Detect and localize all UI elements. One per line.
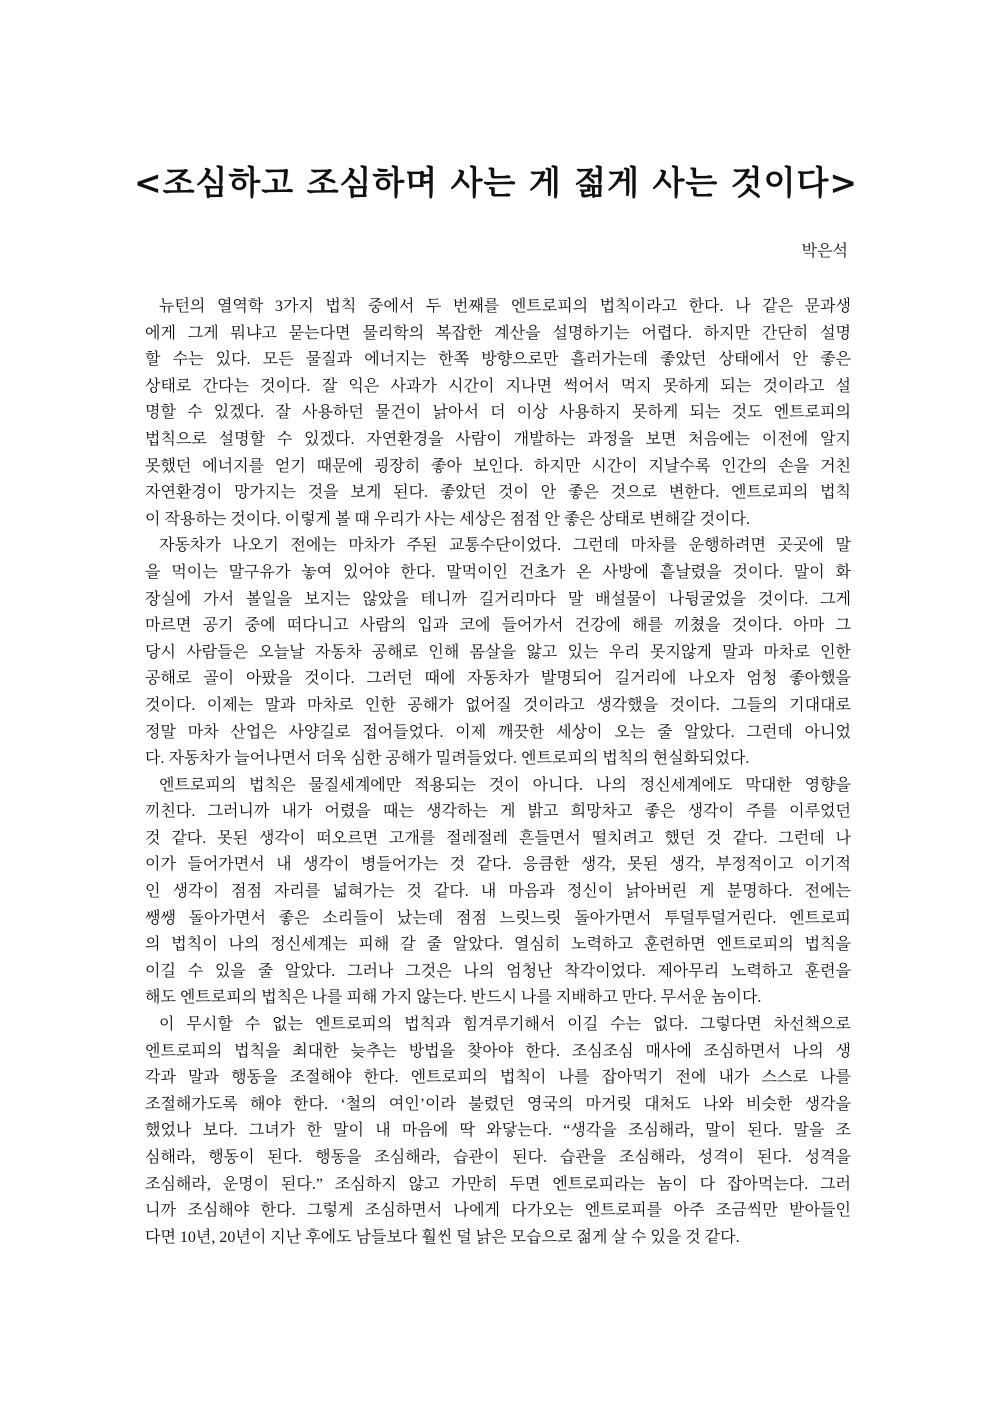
document-title: <조심하고 조심하며 사는 게 젊게 사는 것이다> — [133, 163, 859, 202]
paragraph-line: 정말 마차 산업은 사양길로 접어들었다. 이제 깨끗한 세상이 오는 줄 알았다. 그런데 아니었 — [145, 723, 851, 741]
paragraph-line: 엔트로피의 법칙을 최대한 늦추는 방법을 찾아야 한다. 조심조심 매사에 조심하면서 나의 생 — [145, 1042, 851, 1060]
paragraph-line: 다면 10년, 20년이 지난 후에도 남들보다 훨씬 덜 낡은 모습으로 젊게 살 수 있을 것 같다. — [145, 1228, 740, 1246]
paragraph-line: 각과 말과 행동을 조절해야 한다. 엔트로피의 법칙이 나를 잡아먹기 전에 내가 스스로 나를 — [145, 1069, 851, 1087]
paragraph-line: 자동차가 나오기 전에는 마차가 주된 교통수단이었다. 그런데 마차를 운행하려면 곳곳에 말 — [159, 537, 851, 555]
paragraph — [145, 1012, 851, 1251]
paragraph-line: 조심해라, 운명이 된다.” 조심하지 않고 가만히 두면 엔트로피라는 놈이 다 잡아먹는다. 그러 — [145, 1175, 851, 1193]
paragraph-line: 마르면 공기 중에 떠다니고 사람의 입과 코에 들어가서 건강에 해를 끼쳤을 것이다. 아마 그 — [145, 617, 851, 635]
paragraph — [145, 773, 851, 1012]
paragraph-line: 할 수는 있다. 모든 물질과 에너지는 한쪽 방향으로만 흘러가는데 좋았던 상태에서 안 좋은 — [145, 351, 851, 369]
paragraph-line: 심해라, 행동이 된다. 행동을 조심해라, 습관이 된다. 습관을 조심해라, 성격이 된다. 성격을 — [145, 1149, 851, 1166]
paragraph-line: 을 먹이는 말구유가 놓여 있어야 한다. 말먹이인 건초가 온 사방에 흩날렸을 것이다. 말이 화 — [145, 563, 851, 581]
paragraph-line: 이 작용하는 것이다. 이렇게 볼 때 우리가 사는 세상은 점점 안 좋은 상태로 변해갈 것이다. — [145, 510, 750, 528]
paragraph-line: 못했던 에너지를 얻기 때문에 굉장히 좋아 보인다. 하지만 시간이 지날수록 인간의 손을 거친 — [145, 457, 851, 475]
paragraph-line: 이길 수 있을 줄 알았다. 그러나 그것은 나의 엄청난 착각이었다. 제아무리 노력하고 훈련을 — [145, 962, 851, 980]
author-name: 박은석 — [801, 243, 848, 260]
paragraph-line: 인 생각이 점점 자리를 넓혀가는 것 같다. 내 마음과 정신이 낡아버린 게 분명하다. 전에는 — [145, 883, 851, 901]
paragraph — [145, 533, 851, 772]
paragraph-line: 다. 자동차가 늘어나면서 더욱 심한 공해가 밀려들었다. 엔트로피의 법칙의 현실화되었다. — [145, 750, 750, 768]
paragraph-line: 상태로 간다는 것이다. 잘 익은 사과가 시간이 지나면 썩어서 먹지 못하게 되는 것이라고 설 — [145, 377, 851, 395]
paragraph-line: 자연환경이 망가지는 것을 보게 된다. 좋았던 것이 안 좋은 것으로 변한다. 엔트로피의 법칙 — [145, 484, 851, 502]
paragraph-line: 뉴턴의 열역학 3가지 법칙 중에서 두 번째를 엔트로피의 법칙이라고 한다. 나 같은 문과생 — [159, 298, 851, 315]
paragraph-line: 해도 엔트로피의 법칙은 나를 피해 가지 않는다. 반드시 나를 지배하고 만다. 무서운 놈이다. — [145, 989, 762, 1007]
paragraph-line: 니까 조심해야 한다. 그렇게 조심하면서 나에게 다가오는 엔트로피를 아주 조금씩만 받아들인 — [145, 1202, 851, 1220]
paragraph — [145, 294, 851, 533]
paragraph-line: 의 법칙이 나의 정신세계는 피해 갈 줄 알았다. 열심히 노력하고 훈련하면 엔트로피의 법칙을 — [145, 936, 851, 954]
paragraph-line: 쌩쌩 돌아가면서 좋은 소리들이 났는데 점점 느릿느릿 돌아가면서 투덜투덜거린다. 엔트로피 — [145, 909, 851, 927]
paragraph-line: 이 무시할 수 없는 엔트로피의 법칙과 힘겨루기해서 이길 수는 없다. 그렇다면 차선책으로 — [159, 1016, 851, 1034]
paragraph-line: 장실에 가서 볼일을 보지는 않았을 테니까 길거리마다 말 배설물이 나뒹굴었을 것이다. 그게 — [145, 590, 851, 608]
paragraph-line: 끼친다. 그러니까 내가 어렸을 때는 생각하는 게 밝고 희망차고 좋은 생각이 주를 이루었던 — [145, 803, 851, 821]
paragraph-line: 것 같다. 못된 생각이 떠오르면 고개를 절레절레 흔들면서 떨치려고 했던 것 같다. 그런데 나 — [145, 829, 851, 847]
paragraph-line: 공해로 골이 아팠을 것이다. 그러던 때에 자동차가 발명되어 길거리에 나오자 엄청 좋아했을 — [145, 670, 851, 688]
paragraph-line: 엔트로피의 법칙은 물질세계에만 적용되는 것이 아니다. 나의 정신세계에도 막대한 영향을 — [159, 776, 851, 794]
paragraph-line: 것이다. 이제는 말과 마차로 인한 공해가 없어질 것이라고 생각했을 것이다. 그들의 기대대로 — [145, 696, 851, 714]
paragraph-line: 에게 그게 뭐냐고 묻는다면 물리학의 복잡한 계산을 설명하기는 어렵다. 하지만 간단히 설명 — [145, 324, 851, 342]
paragraph-line: 법칙으로 설명할 수 있겠다. 자연환경을 사람이 개발하는 과정을 보면 처음에는 이전에 알지 — [145, 430, 851, 448]
paragraph-line: 당시 사람들은 오늘날 자동차 공해로 인해 몸살을 앓고 있는 우리 못지않게 말과 마차로 인한 — [145, 643, 851, 661]
document-body — [145, 294, 851, 1251]
paragraph-line: 명할 수 있겠다. 잘 사용하던 물건이 낡아서 더 이상 사용하지 못하게 되는 것도 엔트로피의 — [145, 404, 851, 422]
paragraph-line: 조절해가도록 해야 한다. ‘철의 여인’이라 불렸던 영국의 마거릿 대처도 나와 비슷한 생각을 — [145, 1095, 851, 1113]
paragraph-line: 했었나 보다. 그녀가 한 말이 내 마음에 딱 와닿는다. “생각을 조심해라, 말이 된다. 말을 조 — [145, 1122, 851, 1140]
paragraph-line: 이가 들어가면서 내 생각이 병들어가는 것 같다. 응큼한 생각, 못된 생각, 부정적이고 이기적 — [145, 856, 851, 874]
